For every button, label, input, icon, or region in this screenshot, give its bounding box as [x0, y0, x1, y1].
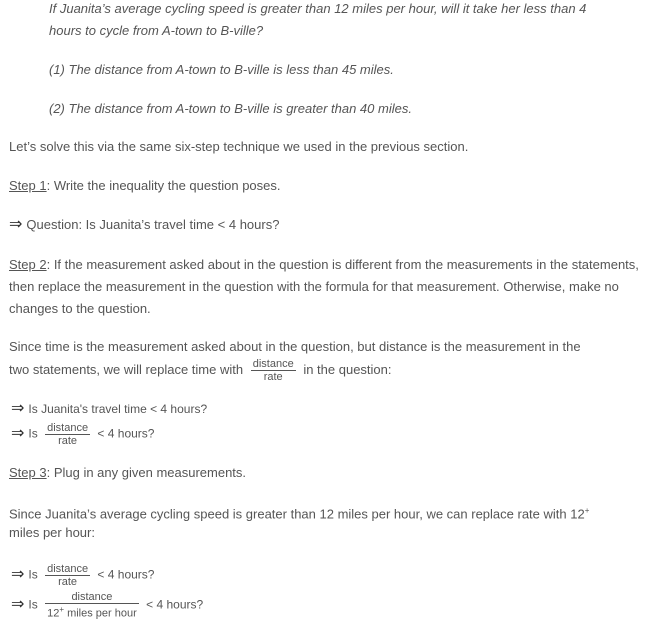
step3-paragraph — [9, 462, 246, 484]
denominator-unit: miles per hour — [64, 607, 137, 620]
implies-arrow-icon: ⇒ — [9, 216, 23, 233]
step1-result-text: Question: Is Juanita’s travel time < 4 hours? — [26, 217, 280, 232]
step2-math-1-text: Is Juanita's travel time < 4 hours? — [28, 402, 208, 416]
step1-result — [9, 214, 279, 236]
step2-math-2-post: < 4 hours? — [97, 426, 155, 441]
step2-explain-pre: two statements, we will replace time with — [9, 361, 244, 377]
step3-explain-text: Since Juanita’s average cycling speed is greater than 12 miles per hour, we can replace rate with 12 — [9, 506, 585, 522]
step3-text: : Plug in any given measurements. — [46, 465, 247, 480]
denominator-number: 12 — [47, 607, 60, 620]
step2-explain-post: in the question: — [303, 361, 392, 377]
step3-math-2-pre: Is — [28, 597, 38, 612]
step3-math-1 — [11, 563, 154, 588]
fraction-denominator: rate — [58, 576, 78, 588]
fraction-numerator: distance — [47, 422, 89, 434]
step3-math-1-pre: Is — [28, 567, 38, 582]
step1-label: Step 1 — [9, 178, 47, 193]
implies-arrow-icon: ⇒ — [11, 565, 25, 583]
fraction-denominator: rate — [58, 435, 78, 447]
step3-label: Step 3 — [9, 465, 47, 480]
plus-superscript: + — [59, 605, 65, 614]
plus-superscript: + — [584, 506, 590, 515]
step3-explain-line-2: miles per hour: — [9, 525, 95, 540]
step2-math-2 — [11, 422, 154, 447]
step1-paragraph — [9, 175, 281, 197]
fraction-denominator: rate — [263, 371, 283, 383]
fraction-numerator: distance — [45, 591, 139, 604]
question-line-1: If Juanita’s average cycling speed is greater than 12 miles per hour, will it take her less than 4 — [49, 1, 587, 16]
distance-over-rate-fraction — [45, 422, 90, 447]
implies-arrow-icon: ⇒ — [11, 595, 25, 613]
implies-arrow-icon: ⇒ — [11, 400, 25, 417]
step1-text: : Write the inequality the question poses. — [46, 178, 281, 193]
distance-over-speed-fraction — [45, 591, 139, 620]
implies-arrow-icon: ⇒ — [11, 424, 25, 442]
fraction-denominator — [45, 604, 139, 620]
fraction-numerator: distance — [252, 358, 294, 370]
step2-paragraph — [9, 254, 649, 320]
distance-over-rate-fraction — [45, 563, 90, 588]
step3-math-2-post: < 4 hours? — [146, 597, 204, 612]
step2-explain-line-2 — [9, 358, 392, 383]
step2-math-2-pre: Is — [28, 426, 38, 441]
statement-1: (1) The distance from A-town to B-ville is less than 45 miles. — [49, 62, 394, 77]
step3-math-2 — [11, 591, 203, 620]
step2-text: : If the measurement asked about in the question is different from the measurements in the statements, then replace the measurement in the question with the formula for that measurement. Otherwise, make no changes to the question. — [9, 257, 639, 316]
step2-label: Step 2 — [9, 257, 47, 272]
step3-math-1-post: < 4 hours? — [97, 567, 155, 582]
step2-explain-line-1: Since time is the measurement asked about in the question, but distance is the measurement in the — [9, 339, 581, 354]
question-line-2: hours to cycle from A-town to B-ville? — [49, 23, 264, 38]
distance-over-rate-fraction — [251, 358, 296, 383]
step3-explain-line-1 — [9, 500, 589, 525]
intro-text: Let’s solve this via the same six-step technique we used in the previous section. — [9, 139, 469, 154]
step2-math-1 — [11, 398, 207, 420]
statement-2: (2) The distance from A-town to B-ville is greater than 40 miles. — [49, 101, 412, 116]
fraction-numerator: distance — [47, 563, 89, 575]
